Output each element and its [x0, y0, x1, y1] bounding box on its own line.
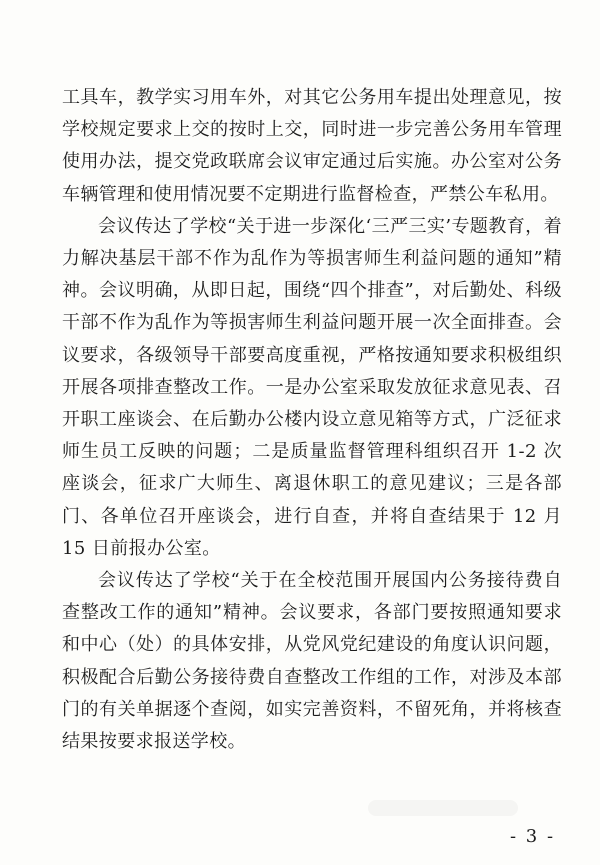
page-number: - 3 -: [510, 826, 556, 847]
paragraph-3: 会议传达了学校“关于在全校范围开展国内公务接待费自查整改工作的通知”精神。会议要求，各部门要按照通知要求和中心（处）的具体安排，从党风党纪建设的角度认识问题，积极配合后勤公务接待费自查整改工作组的工作，对涉及本部门的有关单据逐个查阅，如实完善资料，不留死角，并将核查结果按要求报送学校。: [62, 570, 562, 753]
paragraph-1: 工具车，教学实习用车外，对其它公务用车提出处理意见，按学校规定要求上交的按时上交，同时进一步完善公务用车管理使用办法，提交党政联席会议审定通过后实施。办公室对公务车辆管理和使用情况要不定期进行监督检查，严禁公车私用。: [62, 87, 562, 205]
paragraph-2: 会议传达了学校“关于进一步深化‘三严三实’专题教育，着力解决基层干部不作为乱作为等损害师生利益问题的通知”精神。会议明确，从即日起，围绕“四个排查”，对后勤处、科级干部不作为乱作为等损害师生利益问题开展一次全面排查。会议要求，各级领导干部要高度重视，严格按通知要求积极组织开展各项排查整改工作。一是办公室采取发放征求意见表、召开职工座谈会、在后勤办公楼内设立意见箱等方式，广泛征求师生员工反映的问题；二是质量监督管理科组织召开 1-2 次座谈会，征求广大师生、离退休职工的意见建议；三是各部门、各单位召开座谈会，进行自查，并将自查结果于 12 月 15 日前报办公室。: [62, 215, 562, 559]
scan-smudge: [368, 800, 518, 816]
document-body: [62, 82, 562, 758]
